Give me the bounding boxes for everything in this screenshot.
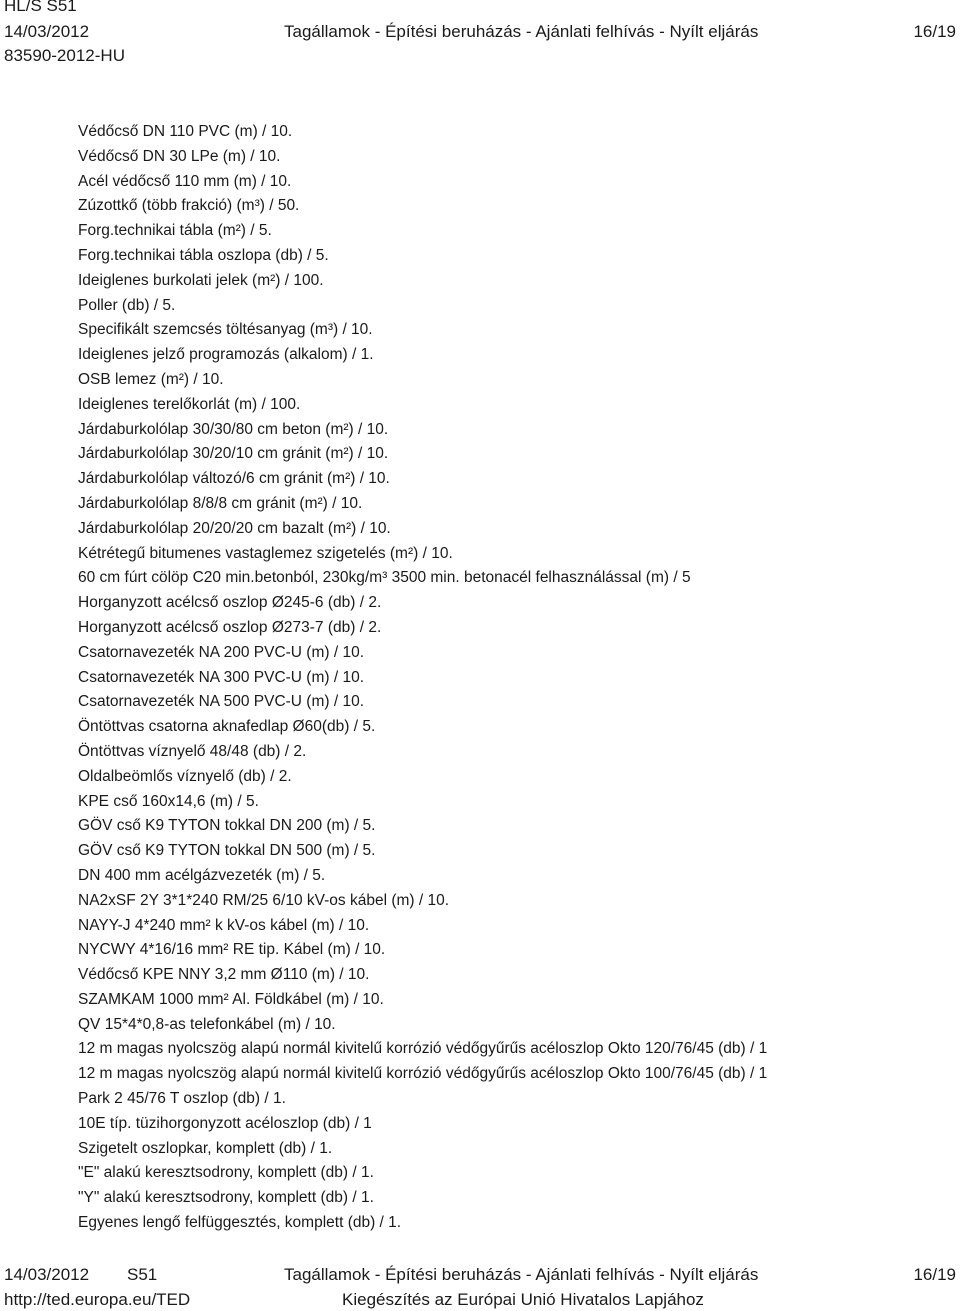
list-item: Csatornavezeték NA 500 PVC-U (m) / 10. [78, 693, 365, 711]
list-item: Ideiglenes burkolati jelek (m²) / 100. [78, 271, 324, 289]
footer-date: 14/03/2012 [4, 1265, 90, 1284]
list-item: NAYY-J 4*240 mm² k kV-os kábel (m) / 10. [78, 916, 370, 934]
list-item: Védőcső DN 110 PVC (m) / 10. [78, 123, 293, 140]
list-item: Ideiglenes jelző programozás (alkalom) / 1. [78, 346, 374, 364]
list-item: Járdaburkolólap 30/20/10 cm gránit (m²) / 10. [78, 445, 389, 463]
list-item: 10E típ. tüzihorgonyzott acéloszlop (db) / 1 [78, 1114, 372, 1132]
footer-page-number: 16/19 [913, 1265, 956, 1284]
list-item: 60 cm fúrt cölöp C20 min.betonból, 230kg/m³ 3500 min. betonacél felhasználással (m) / 5 [78, 569, 691, 587]
list-item: NA2xSF 2Y 3*1*240 RM/25 6/10 kV-os kábel (m) / 10. [78, 891, 450, 909]
list-item: Forg.technikai tábla oszlopa (db) / 5. [78, 246, 329, 264]
list-item: Horganyzott acélcső oszlop Ø273-7 (db) / 2. [78, 618, 382, 636]
header-page-number: 16/19 [913, 22, 956, 41]
list-item: Szigetelt oszlopkar, komplett (db) / 1. [78, 1139, 333, 1157]
list-item: Csatornavezeték NA 300 PVC-U (m) / 10. [78, 668, 365, 686]
footer-supplement: Kiegészítés az Európai Unió Hivatalos Lapjához [342, 1290, 704, 1309]
list-item: Egyenes lengő felfüggesztés, komplett (db) / 1. [78, 1214, 402, 1232]
list-item: Acél védőcső 110 mm (m) / 10. [78, 172, 292, 190]
header-notice-reference: 83590-2012-HU [4, 46, 125, 65]
footer-url: http://ted.europa.eu/TED [4, 1290, 191, 1309]
list-item: Járdaburkolólap változó/6 cm gránit (m²) / 10. [78, 470, 390, 488]
list-item: Járdaburkolólap 30/30/80 cm beton (m²) / 10. [78, 420, 389, 438]
list-item: Csatornavezeték NA 200 PVC-U (m) / 10. [78, 643, 365, 661]
list-item: SZAMKAM 1000 mm² Al. Földkábel (m) / 10. [78, 990, 384, 1008]
list-item: Oldalbeömlős víznyelő (db) / 2. [78, 767, 292, 785]
header-journal-ref: HL/S S51 [4, 0, 77, 15]
list-item: "E" alakú keresztsodrony, komplett (db) / 1. [78, 1164, 374, 1182]
header-date: 14/03/2012 [4, 22, 90, 41]
list-item: 12 m magas nyolcszög alapú normál kivitelű korrózió védőgyűrűs acéloszlop Okto 100/76/45 (db) / 1 [78, 1065, 768, 1083]
header-title: Tagállamok - Építési beruházás - Ajánlati felhívás - Nyílt eljárás [284, 22, 759, 41]
list-item: OSB lemez (m²) / 10. [78, 370, 224, 388]
list-item: Öntöttvas csatorna aknafedlap Ø60(db) / 5. [78, 718, 376, 736]
list-item: Poller (db) / 5. [78, 296, 176, 314]
list-item: Kétrétegű bitumenes vastaglemez szigetelés (m²) / 10. [78, 544, 453, 562]
list-item: GÖV cső K9 TYTON tokkal DN 500 (m) / 5. [78, 842, 376, 860]
list-item: 12 m magas nyolcszög alapú normál kivitelű korrózió védőgyűrűs acéloszlop Okto 120/76/45 (db) / 1 [78, 1040, 768, 1058]
list-item: Forg.technikai tábla (m²) / 5. [78, 222, 272, 240]
list-item: Horganyzott acélcső oszlop Ø245-6 (db) / 2. [78, 594, 382, 612]
list-item: Öntöttvas víznyelő 48/48 (db) / 2. [78, 742, 307, 760]
item-list [78, 120, 767, 1236]
list-item: "Y" alakú keresztsodrony, komplett (db) / 1. [78, 1189, 374, 1207]
list-item: NYCWY 4*16/16 mm² RE tip. Kábel (m) / 10. [78, 941, 386, 959]
list-item: Járdaburkolólap 8/8/8 cm gránit (m²) / 10. [78, 494, 363, 512]
list-item: QV 15*4*0,8-as telefonkábel (m) / 10. [78, 1015, 336, 1033]
list-item: Zúzottkő (több frakció) (m³) / 50. [78, 197, 300, 215]
footer-title: Tagállamok - Építési beruházás - Ajánlati felhívás - Nyílt eljárás [284, 1265, 759, 1284]
list-item: DN 400 mm acélgázvezeték (m) / 5. [78, 866, 326, 884]
footer-journal-ref: S51 [127, 1265, 158, 1284]
list-item: Védőcső KPE NNY 3,2 mm Ø110 (m) / 10. [78, 966, 370, 984]
list-item: GÖV cső K9 TYTON tokkal DN 200 (m) / 5. [78, 817, 376, 835]
list-item: Ideiglenes terelőkorlát (m) / 100. [78, 395, 301, 413]
list-item: Járdaburkolólap 20/20/20 cm bazalt (m²) / 10. [78, 519, 391, 537]
list-item: Park 2 45/76 T oszlop (db) / 1. [78, 1090, 286, 1108]
list-item: Specifikált szemcsés töltésanyag (m³) / 10. [78, 321, 373, 339]
list-item: KPE cső 160x14,6 (m) / 5. [78, 792, 259, 810]
list-item: Védőcső DN 30 LPe (m) / 10. [78, 147, 281, 165]
